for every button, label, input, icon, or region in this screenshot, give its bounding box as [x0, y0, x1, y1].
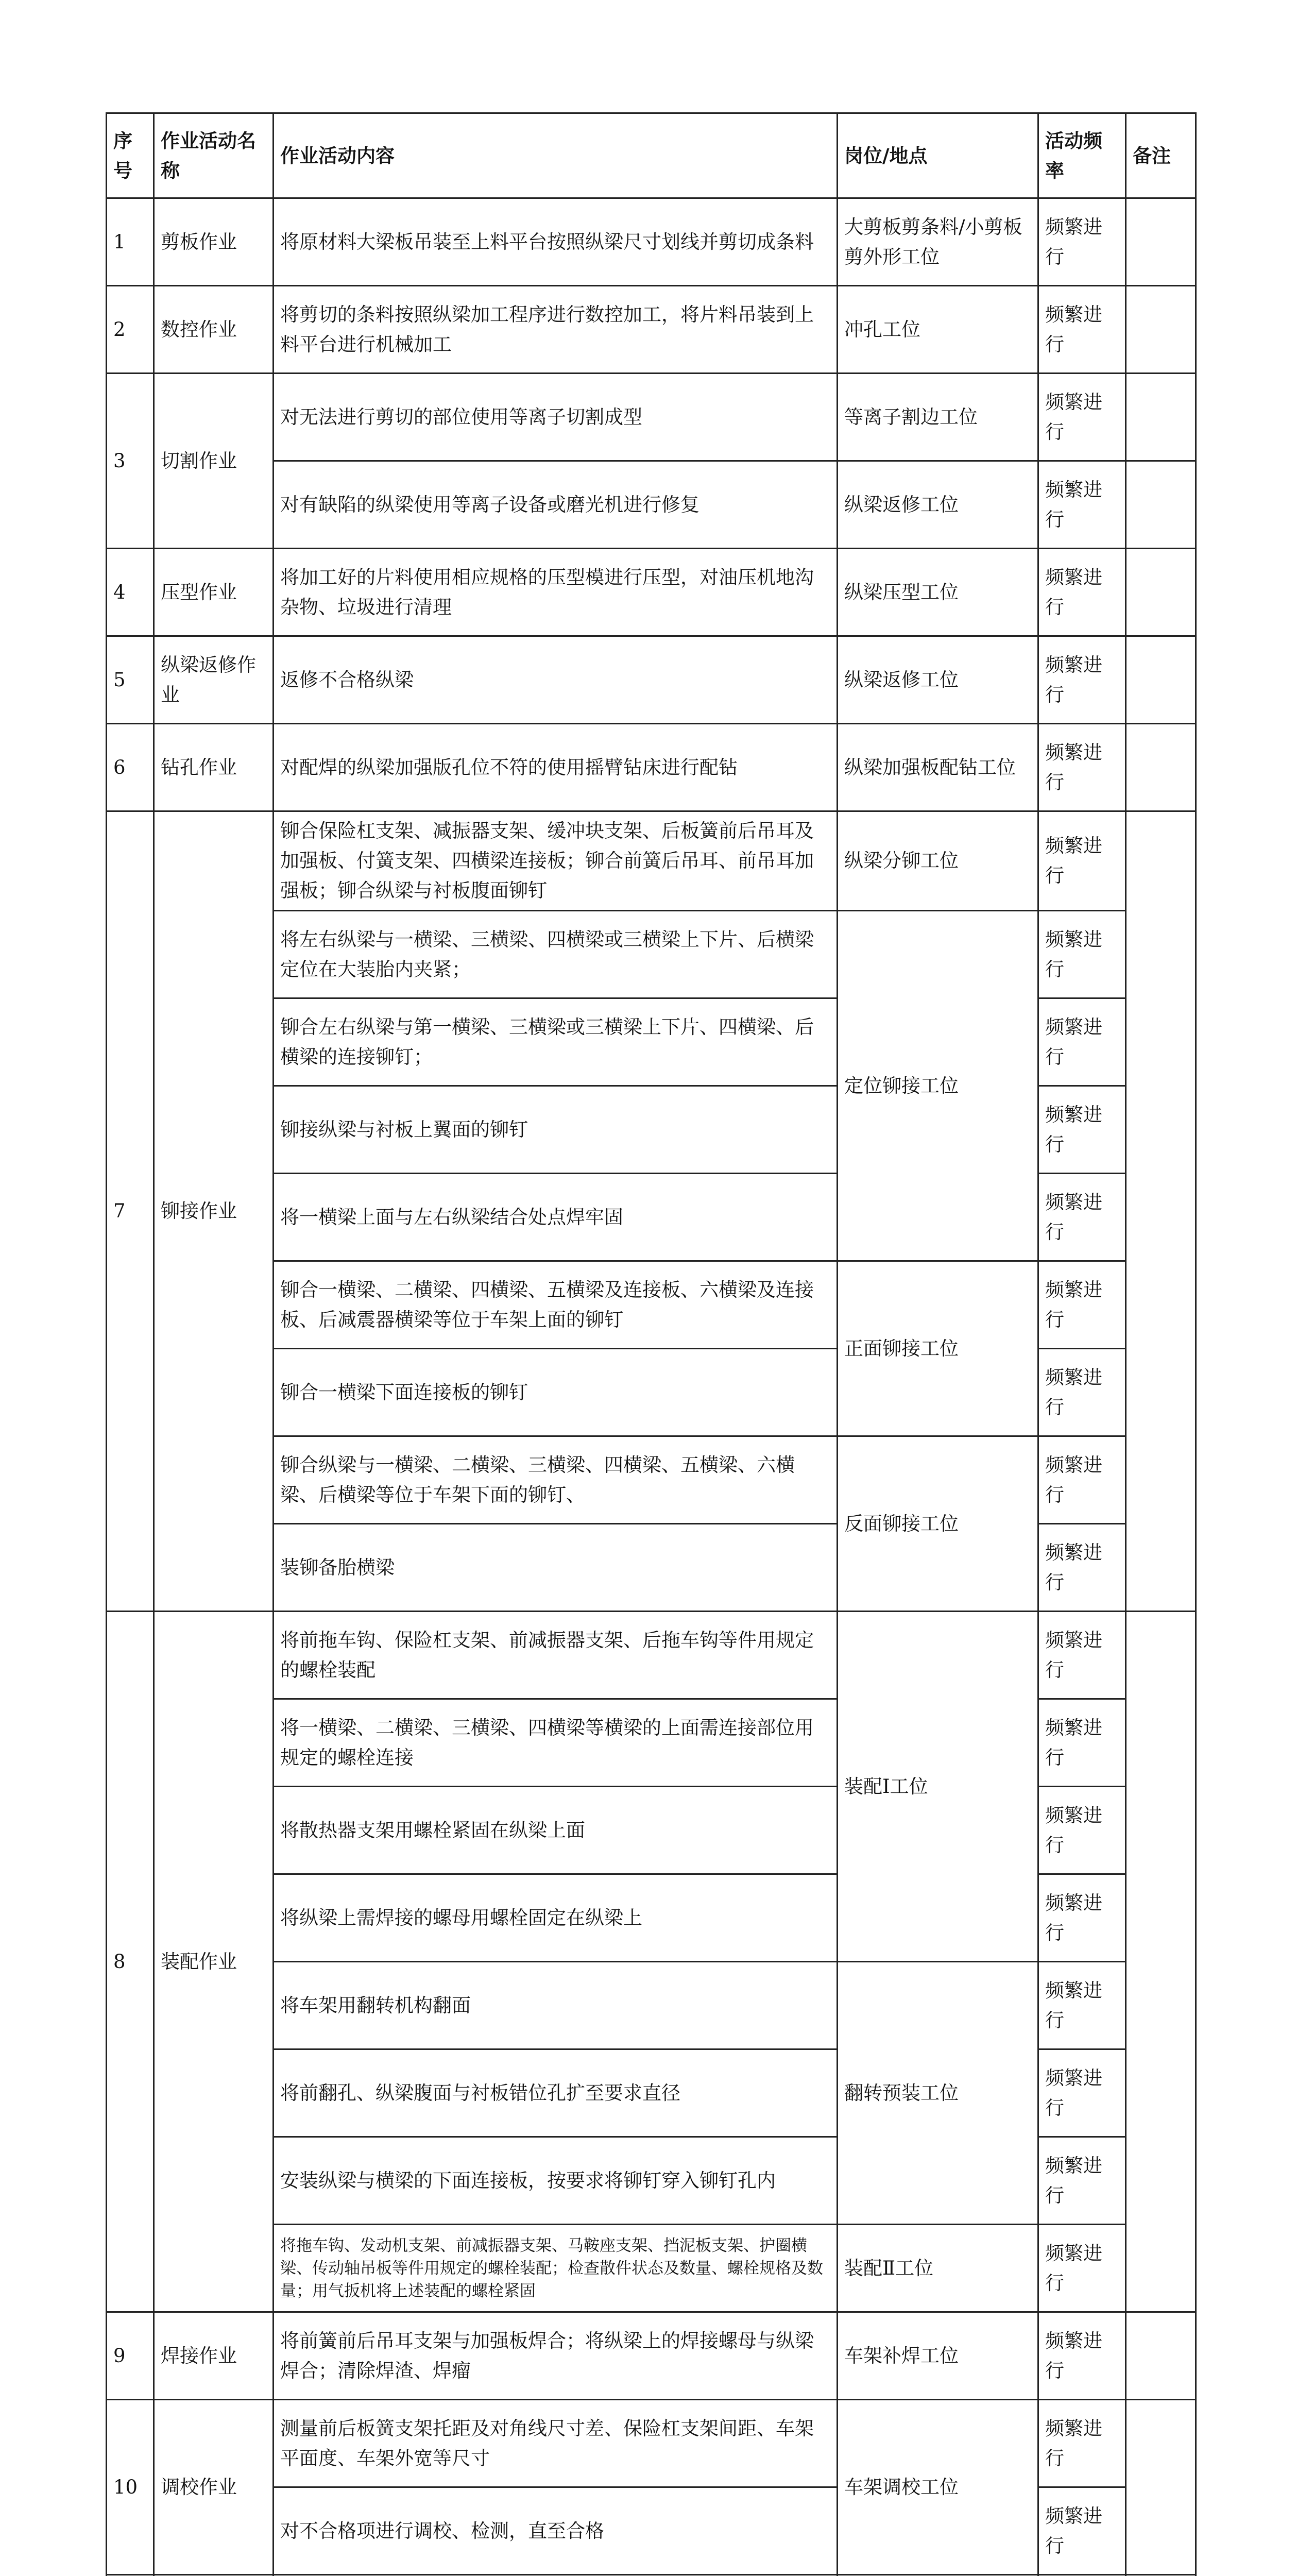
row-name: 焊接作业 — [154, 2312, 274, 2400]
row-freq: 频繁进行 — [1038, 811, 1126, 911]
row-post: 等离子割边工位 — [838, 374, 1038, 461]
table-row — [107, 1612, 1196, 1699]
row-remark — [1126, 286, 1196, 374]
header-name: 作业活动名称 — [154, 113, 274, 198]
row-content: 返修不合格纵梁 — [274, 636, 838, 724]
row-content: 铆接纵梁与衬板上翼面的铆钉 — [274, 1086, 838, 1174]
row-remark — [1126, 724, 1196, 811]
header-content: 作业活动内容 — [274, 113, 838, 198]
row-freq: 频繁进行 — [1038, 2225, 1126, 2312]
row-no: 4 — [107, 549, 154, 636]
row-content: 装铆备胎横梁 — [274, 1524, 838, 1612]
row-remark — [1126, 549, 1196, 636]
row-freq: 频繁进行 — [1038, 1524, 1126, 1612]
row-freq: 频繁进行 — [1038, 1962, 1126, 2049]
row-content: 将车架用翻转机构翻面 — [274, 1962, 838, 2049]
row-post: 纵梁返修工位 — [838, 636, 1038, 724]
row-freq: 频繁进行 — [1038, 1436, 1126, 1524]
row-freq: 频繁进行 — [1038, 461, 1126, 549]
row-content: 铆合一横梁下面连接板的铆钉 — [274, 1349, 838, 1436]
row-content: 将加工好的片料使用相应规格的压型模进行压型，对油压机地沟杂物、垃圾进行清理 — [274, 549, 838, 636]
row-no: 1 — [107, 198, 154, 286]
row-post: 纵梁分铆工位 — [838, 811, 1038, 911]
row-name: 剪板作业 — [154, 198, 274, 286]
row-freq: 频繁进行 — [1038, 1874, 1126, 1962]
header-row — [107, 113, 1196, 198]
row-post: 车架调校工位 — [838, 2400, 1038, 2575]
row-remark — [1126, 636, 1196, 724]
row-freq: 频繁进行 — [1038, 2049, 1126, 2137]
row-freq: 频繁进行 — [1038, 1699, 1126, 1787]
row-no: 7 — [107, 811, 154, 1612]
row-freq: 频繁进行 — [1038, 724, 1126, 811]
row-post: 冲孔工位 — [838, 286, 1038, 374]
row-freq: 频繁进行 — [1038, 1349, 1126, 1436]
row-content: 对无法进行剪切的部位使用等离子切割成型 — [274, 374, 838, 461]
table-row — [107, 286, 1196, 374]
table-row — [107, 2400, 1196, 2487]
row-freq: 频繁进行 — [1038, 2400, 1126, 2487]
job-activity-table — [106, 112, 1197, 2576]
row-content: 铆合保险杠支架、减振器支架、缓冲块支架、后板簧前后吊耳及加强板、付簧支架、四横梁连接板；铆合前簧后吊耳、前吊耳加强板；铆合纵梁与衬板腹面铆钉 — [274, 811, 838, 911]
row-content: 将一横梁上面与左右纵梁结合处点焊牢固 — [274, 1174, 838, 1261]
row-post: 定位铆接工位 — [838, 911, 1038, 1261]
table-row — [107, 811, 1196, 911]
row-no: 10 — [107, 2400, 154, 2575]
row-freq: 频繁进行 — [1038, 286, 1126, 374]
row-freq: 频繁进行 — [1038, 2312, 1126, 2400]
row-content: 将前翻孔、纵梁腹面与衬板错位孔扩至要求直径 — [274, 2049, 838, 2137]
row-content: 将左右纵梁与一横梁、三横梁、四横梁或三横梁上下片、后横梁定位在大装胎内夹紧； — [274, 911, 838, 998]
table-row — [107, 724, 1196, 811]
row-content: 将一横梁、二横梁、三横梁、四横梁等横梁的上面需连接部位用规定的螺栓连接 — [274, 1699, 838, 1787]
row-post: 装配Ⅱ工位 — [838, 2225, 1038, 2312]
row-freq: 频繁进行 — [1038, 198, 1126, 286]
row-content: 将散热器支架用螺栓紧固在纵梁上面 — [274, 1787, 838, 1874]
row-content: 将拖车钩、发动机支架、前减振器支架、马鞍座支架、挡泥板支架、护圈横梁、传动轴吊板等件用规定的螺栓装配；检查散件状态及数量、螺栓规格及数量；用气扳机将上述装配的螺栓紧固 — [274, 2225, 838, 2312]
row-no: 5 — [107, 636, 154, 724]
row-content: 铆合一横梁、二横梁、四横梁、五横梁及连接板、六横梁及连接板、后减震器横梁等位于车架上面的铆钉 — [274, 1261, 838, 1349]
row-name: 装配作业 — [154, 1612, 274, 2312]
row-freq: 频繁进行 — [1038, 2137, 1126, 2225]
row-content: 对配焊的纵梁加强版孔位不符的使用摇臂钻床进行配钻 — [274, 724, 838, 811]
row-post: 反面铆接工位 — [838, 1436, 1038, 1612]
row-content: 将纵梁上需焊接的螺母用螺栓固定在纵梁上 — [274, 1874, 838, 1962]
row-freq: 频繁进行 — [1038, 1612, 1126, 1699]
table-row — [107, 2312, 1196, 2400]
row-name: 切割作业 — [154, 374, 274, 549]
row-post: 纵梁压型工位 — [838, 549, 1038, 636]
row-no: 9 — [107, 2312, 154, 2400]
row-name: 数控作业 — [154, 286, 274, 374]
row-no: 2 — [107, 286, 154, 374]
row-freq: 频繁进行 — [1038, 1261, 1126, 1349]
row-content: 对有缺陷的纵梁使用等离子设备或磨光机进行修复 — [274, 461, 838, 549]
row-content: 铆合纵梁与一横梁、二横梁、三横梁、四横梁、五横梁、六横梁、后横梁等位于车架下面的铆钉、 — [274, 1436, 838, 1524]
row-content: 测量前后板簧支架托距及对角线尺寸差、保险杠支架间距、车架平面度、车架外宽等尺寸 — [274, 2400, 838, 2487]
row-content: 将前簧前后吊耳支架与加强板焊合；将纵梁上的焊接螺母与纵梁焊合；清除焊渣、焊瘤 — [274, 2312, 838, 2400]
header-no: 序号 — [107, 113, 154, 198]
row-freq: 频繁进行 — [1038, 998, 1126, 1086]
table-row — [107, 374, 1196, 461]
row-name: 纵梁返修作业 — [154, 636, 274, 724]
row-post: 正面铆接工位 — [838, 1261, 1038, 1436]
row-post: 装配Ⅰ工位 — [838, 1612, 1038, 1962]
row-no: 6 — [107, 724, 154, 811]
row-remark — [1126, 2400, 1196, 2575]
row-post: 翻转预装工位 — [838, 1962, 1038, 2225]
row-content: 将原材料大梁板吊装至上料平台按照纵梁尺寸划线并剪切成条料 — [274, 198, 838, 286]
row-content: 安装纵梁与横梁的下面连接板，按要求将铆钉穿入铆钉孔内 — [274, 2137, 838, 2225]
header-freq: 活动频率 — [1038, 113, 1126, 198]
row-name: 钻孔作业 — [154, 724, 274, 811]
row-remark — [1126, 1612, 1196, 2312]
row-freq: 频繁进行 — [1038, 636, 1126, 724]
row-remark — [1126, 811, 1196, 1612]
row-no: 8 — [107, 1612, 154, 2312]
row-remark — [1126, 374, 1196, 461]
row-freq: 频繁进行 — [1038, 911, 1126, 998]
row-freq: 频繁进行 — [1038, 2487, 1126, 2575]
row-name: 铆接作业 — [154, 811, 274, 1612]
row-remark — [1126, 198, 1196, 286]
row-freq: 频繁进行 — [1038, 374, 1126, 461]
row-remark — [1126, 2312, 1196, 2400]
table-row — [107, 549, 1196, 636]
row-remark — [1126, 461, 1196, 549]
row-freq: 频繁进行 — [1038, 1086, 1126, 1174]
table-row — [107, 198, 1196, 286]
row-name: 调校作业 — [154, 2400, 274, 2575]
row-name: 压型作业 — [154, 549, 274, 636]
row-content: 将前拖车钩、保险杠支架、前减振器支架、后拖车钩等件用规定的螺栓装配 — [274, 1612, 838, 1699]
row-freq: 频繁进行 — [1038, 549, 1126, 636]
row-post: 纵梁返修工位 — [838, 461, 1038, 549]
table-row — [107, 636, 1196, 724]
row-freq: 频繁进行 — [1038, 1787, 1126, 1874]
row-post: 车架补焊工位 — [838, 2312, 1038, 2400]
header-remark: 备注 — [1126, 113, 1196, 198]
header-post: 岗位/地点 — [838, 113, 1038, 198]
row-content: 铆合左右纵梁与第一横梁、三横梁或三横梁上下片、四横梁、后横梁的连接铆钉； — [274, 998, 838, 1086]
row-no: 3 — [107, 374, 154, 549]
row-freq: 频繁进行 — [1038, 1174, 1126, 1261]
row-post: 纵梁加强板配钻工位 — [838, 724, 1038, 811]
row-content: 将剪切的条料按照纵梁加工程序进行数控加工，将片料吊装到上料平台进行机械加工 — [274, 286, 838, 374]
row-post: 大剪板剪条料/小剪板剪外形工位 — [838, 198, 1038, 286]
row-content: 对不合格项进行调校、检测，直至合格 — [274, 2487, 838, 2575]
